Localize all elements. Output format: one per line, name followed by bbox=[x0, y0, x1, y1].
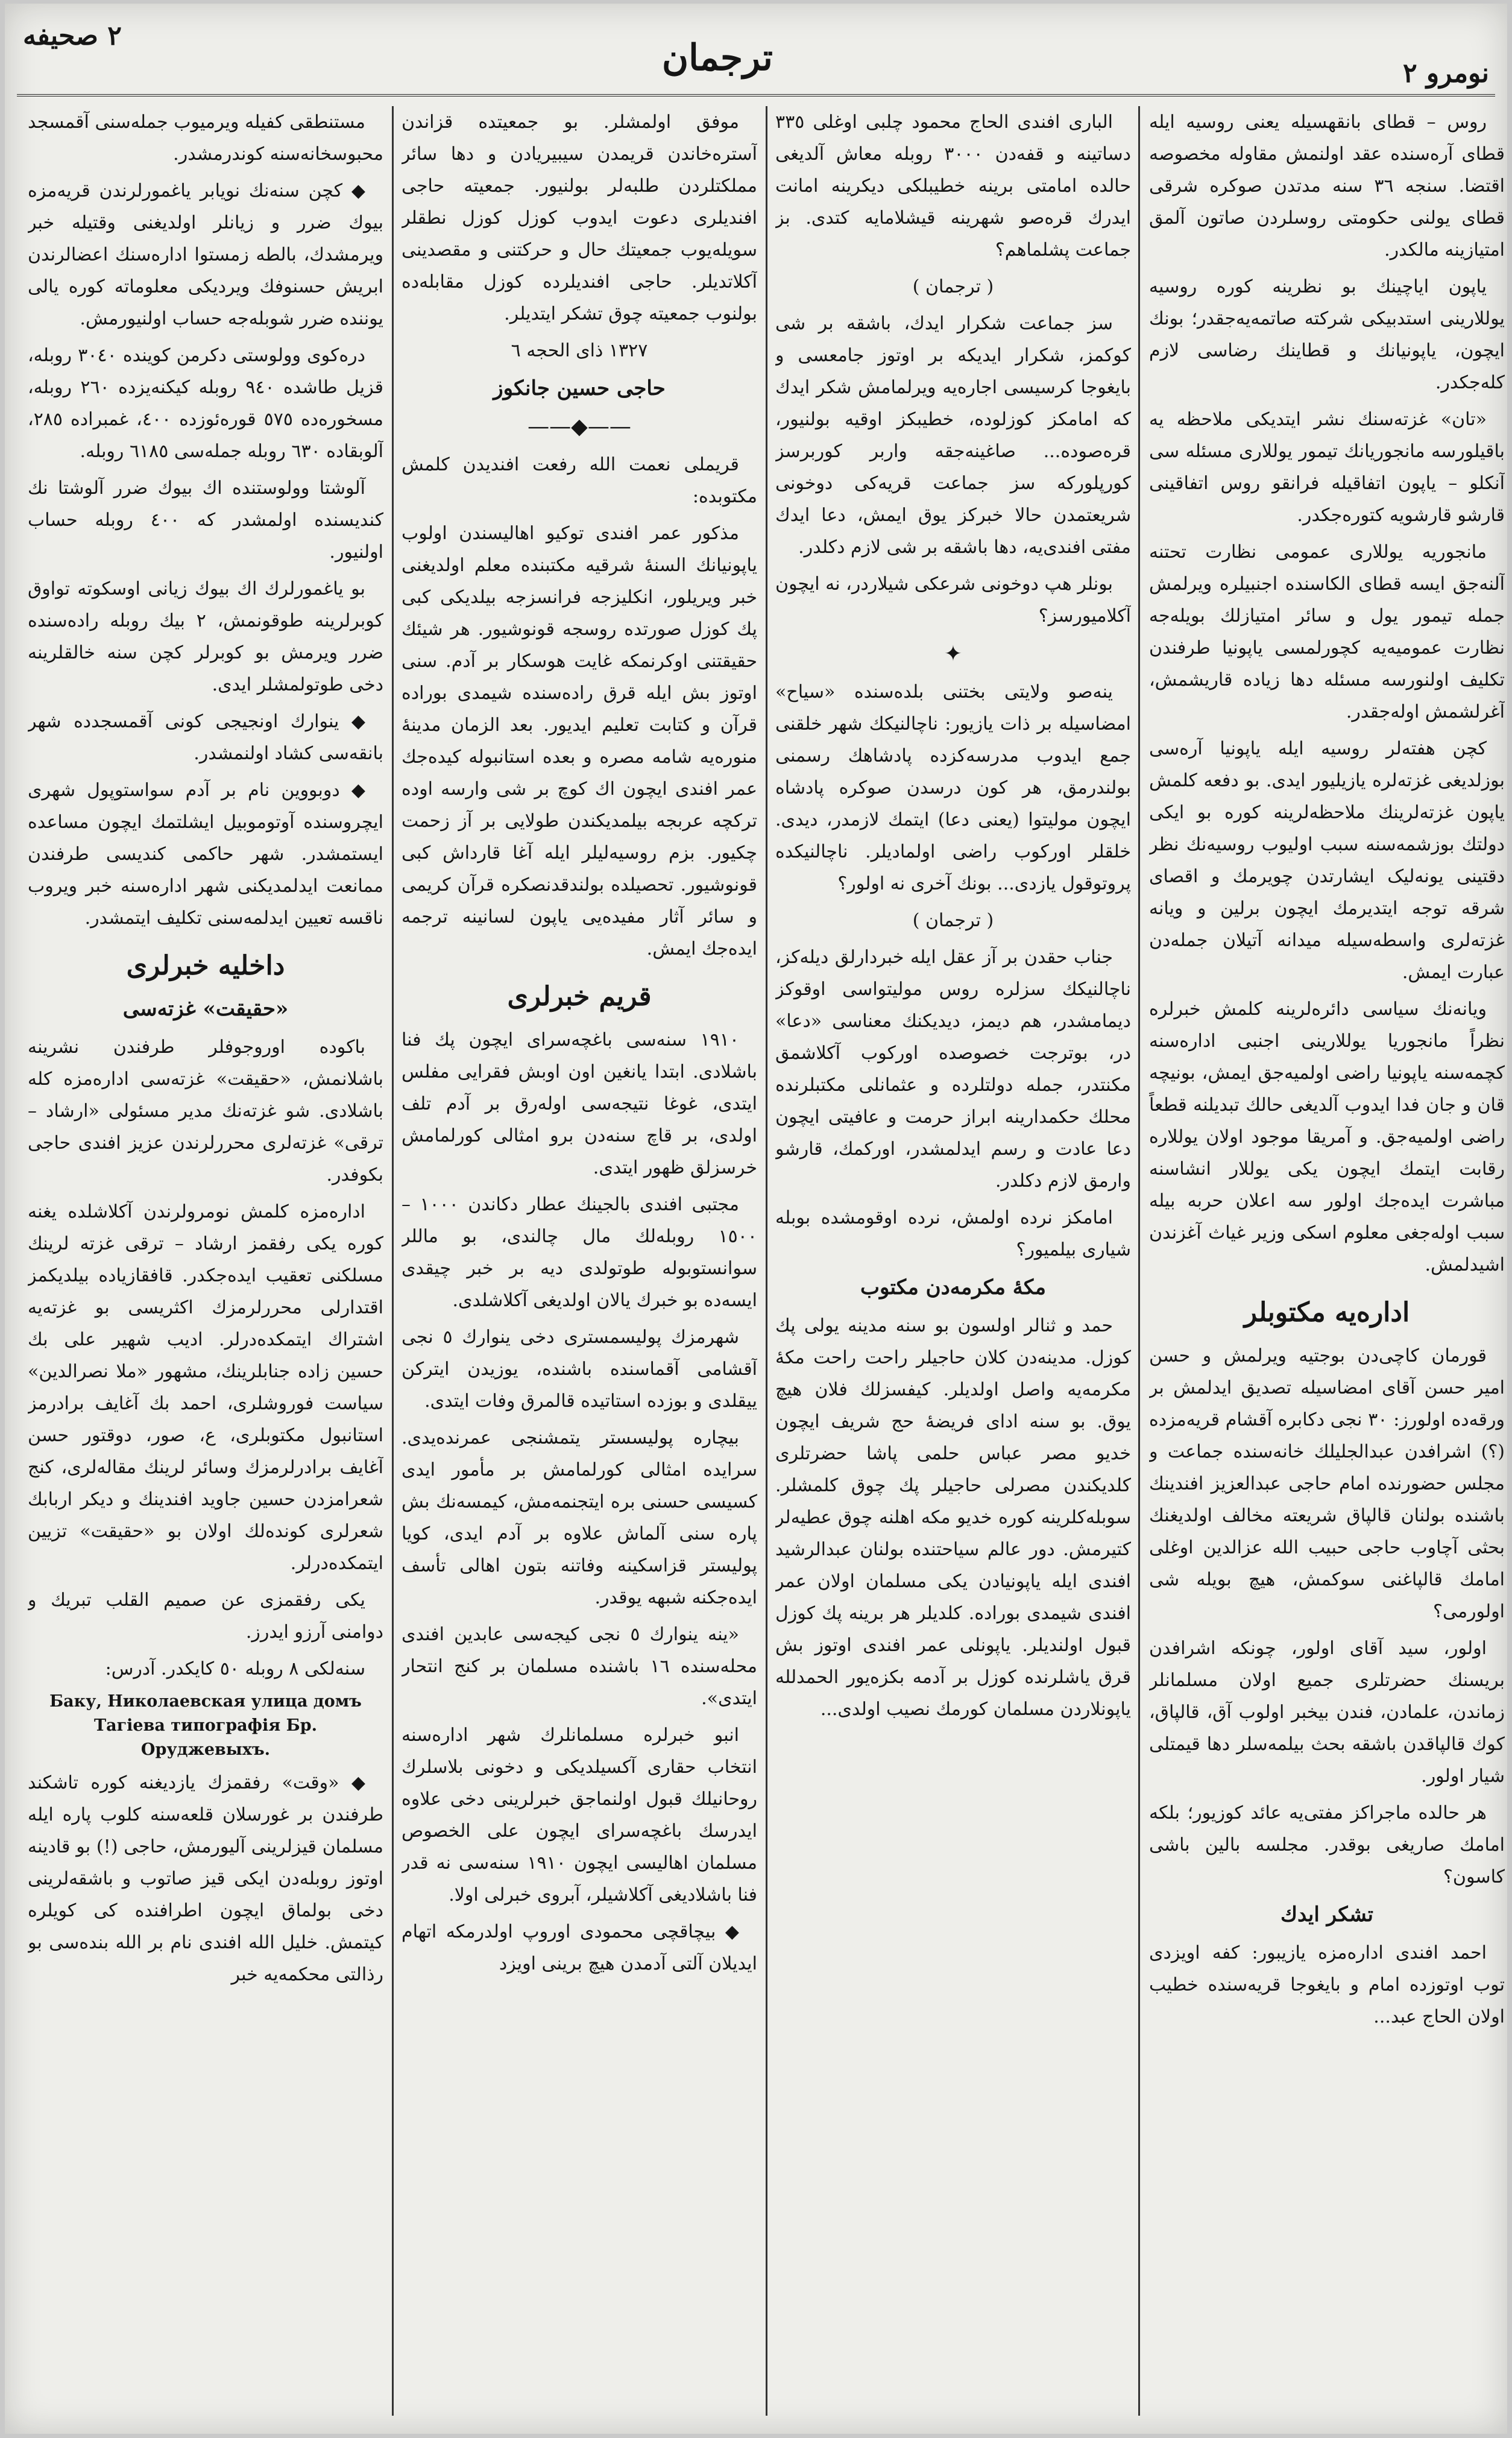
article-heading: تشکر ایدك bbox=[1280, 1903, 1373, 1927]
page-label: ٢ صحيفه bbox=[23, 21, 122, 51]
column-divider bbox=[1138, 106, 1140, 2416]
article-paragraph: احمد افندی اداره‌مزه یازیبور: کفه اویزدی توب اوتوزده امام و بایغوجا قریه‌سنده خطیب اولان الحاج عبد... bbox=[1149, 1942, 1505, 2027]
masthead-rule bbox=[17, 94, 1495, 96]
article-paragraph: بو یاغمورلرك اك بیوك زیانی اوسکوته تواوق کوبرلرینه طوقونمش، ٢ بیك روبله راده‌سنده ضرر ویرمش بو کوبرلر کچن سنه خالقلرینه دخی طوتولمشلر ایدی. bbox=[28, 578, 383, 695]
newspaper-page bbox=[5, 4, 1507, 2434]
masthead bbox=[5, 4, 1507, 94]
issue-label: نومرو ٢ bbox=[1402, 58, 1489, 89]
byline: ( ترجمان ) bbox=[912, 276, 994, 297]
article-paragraph: اولور، سید آقای اولور، چونکه اشرافدن بریسنك حضرتلری جمیع اولان مسلمانلر زماندن، علمادن، فندن بیخبر اولوب آق، قالپاق، کوك قالپاقدن باشقه بحث بیلمه‌سلر دها قیمتلی شیار اولور. bbox=[1149, 1638, 1505, 1787]
newspaper-title: ترجمان bbox=[662, 37, 773, 79]
article-paragraph: مانجوریه یوللاری عمومی نظارت تحتنه آلنه‌جق ایسه قطای الکاسنده اجنبیلره ویرلمش جمله تیمور یول و سائر امتیازلك بویله‌جه نظارت عمومیه‌یه کچورلمسی یاپونیا طرفندن تکلیف اولنورسه مسئله دها زیاده قاریشمش، آغرلشمش اوله‌جقدر. bbox=[1149, 542, 1505, 722]
article-paragraph: سنه‌لکی ٨ روبله ٥٠ کایکدر. آدرس: bbox=[105, 1658, 365, 1679]
article-paragraph: هر حالده ماجراکز مفتی‌یه عائد کوزیور؛ بلکه امامك صاریغی بوقدر. مجلسه بالین باشی کاسون؟ bbox=[1149, 1802, 1505, 1887]
article-paragraph: مذکور عمر افندی توکیو اهالیسندن اولوب یاپونیانك السنهٔ شرقیه مکتبنده معلم اولدیغنی خبر ویریلور، انکلیزجه فرانسزجه بیلدیکی کبی پك کوزل صورتده روسجه قونوشیور. هر شیئك حقیقتنی اوکرنمکه غایت هوسکار بر آدم. سنی اوتوز بش ایله قرق راده‌سنده شیمدی بوراده قرآن و کتابت تعلیم ایدیور. بعد الزمان مدینهٔ منوره‌یه شامه مصره و بعده استانبوله کیده‌جك عمر افندی ایچون اك کوچ بر شی وارسه اوده ترکچه عربجه بیلمدیکندن طولایی بر آز زحمت چکیور. بزم روسیه‌لیلر ایله آغا قارداش کبی قونوشیور. تحصیلده بولندقدنصکره قرآن کریمی و سائر آثار مفیده‌یی یاپون لسانینه ترجمه ایده‌جك ایمش. bbox=[402, 523, 757, 959]
article-paragraph: بیچاره پولیسستر یتمشنجی عمرنده‌یدی. سرایده امثالی کورلمامش بر مأمور ایدی کسیسی حسنی بره ایتجنمه‌مش، کیمسه‌نك بش پاره سنی آلماش علاوه بر آدم ایدی، کویا پولیستر قزاسکینه وفاتنه بتون اهالی تأسف ایده‌جکنه شبهه یوقدر. bbox=[402, 1427, 757, 1608]
article-paragraph: سز جماعت شکرار ایدك، باشقه بر شی کوکمز، شکرار ایدیکه بر اوتوز جامعسی و بایغوجا کرسیسی اجاره‌یه ویرلمامش شکر ایدك که امامکز کوزلوده، خطیبکز اوقیه بولنیور، قره‌صوده... صاغینه‌جقه واربر کوربرسز کورپلورکه سز جماعت قریه‌کی دوخونی شریعتمدن حالا خبرکز یوق ایمش، دعا ایدك مفتی افندی‌یه، دها باشقه بر شی لازم دکلدر. bbox=[775, 313, 1131, 558]
article-paragraph: ◆ کچن سنه‌نك نویابر یاغمورلرندن قریه‌مزه بیوك ضرر و زیانلر اولدیغنی وقتیله خبر ویرمشدك، بالطه زمستوا اداره‌سنك اعضالرندن ابریش حسنوفك ویردیکی معلوماته کوره یالی یوننده ضرر شوبله‌جه حساب اولنیورمش. bbox=[28, 180, 383, 329]
article-paragraph: جناب حقدن بر آز عقل ایله خبردارلق دیله‌کز، ناچالنیکك سزلره روس مولیتواسی اوقوکز دیمامشدر، هم دیمز، دیدیکنك معناسی «دعا» در، بوترجت خصوصده اورکوب آکلاشمق مکنتدر، جمله دولتلرده و عثمانلی مکتبلرنده محلك حکمدارینه ابراز حرمت و عافیتی ایچون دعا عادت و رسم ایدلمشدر، اورکمك، قارشو وارمق لازم دکلدر. bbox=[775, 947, 1131, 1192]
article-paragraph: دره‌کوی وولوستی دکرمن کوینده ٣٠٤٠ روبله، قزیل طاشده ٩٤٠ روبله کیکنه‌یزده ٢٦٠ روبله، مسخوره‌ده ٥٧٥ قوره‌ئوزده ٤٠٠، غمبراده ٢٨٥، آلوبقاده ٦٣٠ روبله جمله‌سی ٦١٨٥ روبله. bbox=[28, 345, 383, 462]
section-heading: قریم خبرلری bbox=[507, 981, 652, 1012]
section-heading: داخلیه خبرلری bbox=[126, 950, 285, 981]
column-divider bbox=[766, 106, 767, 2416]
column-4 bbox=[28, 106, 383, 2422]
article-paragraph: ینه‌صو ولایتی بختنی بلده‌سنده «سیاح» امضاسیله بر ذات یازیور: ناچالنیکك شهر خلقنی جمع ایدوب مدرسه‌کزده پادشاهك رسمنی بولندرمق، هر کون درسدن صوکره پادشاه ایچون مولیتوا (یعنی دعا) ایتمك لازمدر، دیدی. خلقلر اورکوب راضی اولمادیلر. ناچالنیکده پروتوقول یازدی... بونك آخری نه اولور؟ bbox=[775, 681, 1131, 894]
article-heading: حاجی حسین جانکوز bbox=[493, 376, 666, 400]
article-paragraph: قریملی نعمت الله رفعت افندیدن کلمش مکتوبده: bbox=[402, 454, 757, 507]
article-paragraph: مجتبی افندی بالجینك عطار دکاندن ١٠٠٠ – ١٥٠٠ روبله‌لك مال چالندی، بو ماللر سوانستوبوله طوتولدی دیه بر خبر چیقدی ایسه‌ده بو خبرك یالان اولدیغی آکلاشلدی. bbox=[402, 1194, 757, 1311]
separator-ornament: ✦ bbox=[943, 642, 963, 666]
column-2 bbox=[775, 106, 1131, 2422]
column-3 bbox=[402, 106, 757, 2422]
article-paragraph: باکوده اوروجوفلر طرفندن نشرینه باشلانمش، «حقیقت» غزته‌سی اداره‌مزه کله باشلادی. شو غزته‌نك مدیر مسئولی «ارشاد – ترقی» غزته‌لری محررلرندن عزیز افندی حاجی بکوفدر. bbox=[28, 1037, 383, 1186]
article-paragraph: ◆ ینوارك اونجیجی کونی آقمسجدده شهر بانقه‌سی کشاد اولنمشدر. bbox=[28, 711, 383, 764]
article-paragraph: «تان» غزته‌سنك نشر ایتدیکی ملاحظه یه باقیلورسه مانجوریانك تیمور یوللاری مسئله سی آنکلو – یاپون اتفاقیله فرانقو روس اتفاقینی قارشو قارشویه کتوره‌جکدر. bbox=[1149, 409, 1505, 526]
article-paragraph: الباری افندی الحاج محمود چلبی اوغلی ٣٣٥ دساتینه و قفه‌دن ٣٠٠٠ روبله معاش آلدیغی حالده امامتی برینه خطیبلکی دیکرینه امانت ایدرك قره‌صو شهرینه قیشلامایه کتدی. بز جماعت پشلماهم؟ bbox=[775, 112, 1131, 261]
article-paragraph: مستنطقی کفیله ویرمیوب جمله‌سنی آقمسجد محبوسخانه‌سنه کوندرمشدر. bbox=[28, 112, 383, 165]
article-paragraph: قورمان کاچی‌دن بوجتیه ویرلمش و حسن امیر حسن آقای امضاسیله تصدیق ایدلمش بر ورقه‌ده اولورز: ٣٠ نجی دکابره آقشام قریه‌مزده (؟) اشرافدن عبدالجلیلك خانه‌سنده جماعت و مجلس حضورنده امام حاجی عبدالعزیز افندینك باشنده بولنان قالپاق شریعته مخالف اولدیغنك بحثی آچاوب حاجی حبیب الله عزالدین اوغلی امامك قالپاغنی سوکمش، هیچ بویله شی اولورمی؟ bbox=[1149, 1345, 1505, 1622]
article-paragraph: اداره‌مزه کلمش نومرولرندن آکلاشلده یغنه کوره یکی رفقمز ارشاد – ترقی غزته لرینك مسلکنی تعقیب ایده‌جکدر. قافقازیاده بیلدیکمز اقتدارلی محررلرمزك اکثریسی بو غزته‌یه اشتراك ایتمکده‌درلر. ادیب شهیر علی بك حسین زاده جنابلرینك، مشهور «ملا نصرالدین» سیاست فوروشلری، احمد بك آغایف برادرمز استانبول مکتوبلری، ع، صور، دوقتور حسن آغایف برادرلرمزك وسائر لرینك مقاله‌لری، کنج شعرامزدن حسین جاوید افندینك و دیکر اربابك شعرلری کونده‌لك اولان بو «حقیقت» تزیین ایتمکده‌درلر. bbox=[28, 1201, 383, 1574]
article-heading: «حقیقت» غزته‌سی bbox=[122, 997, 289, 1021]
article-paragraph: یاپون ایاچینك بو نظرینه کوره روسیه یوللارینی استدبیکی شرکته صاتمه‌یه‌جقدر؛ بونك ایچون، یاپونیانك و قطاینك رضاسی لازم کله‌جکدر. bbox=[1149, 276, 1505, 393]
section-heading: اداره‌یه مکتوبلر bbox=[1244, 1297, 1410, 1328]
article-heading: مکهٔ مکرمه‌دن مکتوب bbox=[860, 1275, 1046, 1300]
separator-ornament: ——◆—— bbox=[528, 414, 631, 439]
byline: ١٣٢٧ ذای الحجه ٦ bbox=[511, 340, 648, 361]
article-paragraph: «ینه ینوارك ٥ نجی کیجه‌سی عابدین افندی محله‌سنده ١٦ باشنده مسلمان بر کنج انتحار ایتدی». bbox=[402, 1624, 757, 1709]
article-paragraph: ویانه‌نك سیاسی دائره‌لرینه کلمش خبرلره نظراً مانجوریا یوللارینی اجنبی اداره‌سنه کچمه‌سنه یاپونیا راضی اولمیه‌جق ایمش، بونیچه قان و جان فدا ایدوب آلدیغی حالك تبدیلنه قطعاً راضی اولمیه‌جق. و آمریقا موجود اولان یوللاره رقابت ایتمك ایچون یکی یوللار انشاسنه مباشرت ایده‌جك اولور سه اعلان حربه بیله سبب اوله‌جغی معلوم اسکی وزیر غیاث آغزندن اشیدلمش. bbox=[1149, 999, 1505, 1275]
article-paragraph: ◆ بیچاقچی محمودی اوروپ اولدرمکه اتهام ایدیلان آلتی آدمدن هیچ برینی اویزد bbox=[402, 1921, 757, 1974]
article-paragraph: یکی رفقمزی عن صمیم القلب تبریك و دوامنی آرزو ایدرز. bbox=[28, 1590, 383, 1643]
address-text: Баку, Николаевская улица домъ Тагіева типографія Бр. Оруджевыхъ. bbox=[49, 1692, 362, 1759]
column-divider bbox=[392, 106, 394, 2416]
article-paragraph: حمد و ثنالر اولسون بو سنه مدینه یولی پك کوزل. مدینه‌دن کلان حاجیلر راحت راحت مکهٔ مکرمه‌یه واصل اولدیلر. کیفسزلك فلان هیچ یوق. بو سنه ادای فریضهٔ حج شریف ایچون خدیو مصر عباس حلمی پاشا حضرتلری کلدیکندن مصرلی حاجیلر پك چوق کلمشلر. سوبله‌کلرینه کوره خدیو مکه اهلنه چوق عطیه‌لر کتیرمش. دور عالم سیاحتنده بولنان عبدالرشید افندی ایله یاپونیادن یکی مسلمان اولان عمر افندی شیمدی بوراده. کلدیلر هر برینه پك کوزل قبول اولندیلر. یاپونلی عمر افندی اوتوز بش قرق یاشلرنده کوزل بر آدمه بکزه‌یور الحمدلله یاپونلاردن مسلمان کورمك نصیب اولدی... bbox=[775, 1315, 1131, 1720]
article-paragraph: روس – قطای بانقهسیله یعنی روسیه ایله قطای آره‌سنده عقد اولنمش مقاوله مخصوصه اقتضا. سنجه ٣٦ سنه مدتدن صوکره شرقی قطای یولنی حکومتی روسلردن صاتون آلمق امتیازینه مالکدر. bbox=[1149, 112, 1505, 261]
article-paragraph: موفق اولمشلر. بو جمعیتده قزاندن آستره‌خاندن قریمدن سیبیریادن و دها سائر مملکتلردن طلبه‌لر بولنیور. جمعیته حاجی افندیلری دعوت ایدوب کوزل کوزل نطقلر سویله‌یوب جمعیتك حال و حرکتنی و مقصدینی آکلاتدیلر. حاجی افندیلرده کوزل مقابله‌ده بولنوب جمعیته چوق تشکر ایتدیلر. bbox=[402, 112, 757, 324]
article-paragraph: آلوشتا وولوستنده اك بیوك ضرر آلوشتا نك کندیسنده اولمشدر که ٤٠٠ روبله حساب اولنیور. bbox=[28, 478, 383, 563]
article-paragraph: ◆ «وقت» رفقمزك یازدیغنه کوره تاشکند طرفندن بر غورسلان قلعه‌سنه کلوب پاره ایله مسلمان قیزلرینی آلیورمش، حاجی (!) بو قادینه اوتوز روبله‌دن ایکی قیز صاتوب و باشقه‌لرینی دخی بولماق ایچون اطرافنده کی کویلره کیتمش. خلیل الله افندی نام بر الله بنده‌سی بو رذالتی محکمه‌یه خبر bbox=[28, 1772, 383, 1985]
article-paragraph: بونلر هپ دوخونی شرعکی شیلاردر، نه ایچون آکلامیورسز؟ bbox=[775, 573, 1131, 627]
article-paragraph: ◆ دوبووین نام بر آدم سواستوپول شهری ایچروسنده آوتوموبیل ایشلتمك ایچون مساعده ایستمشدر. شهر حاکمی کندیسی طرفندن ممانعت ایدلمدیکنی شهر اداره‌سنه خبر ویروب ناقسه تعیین ایدلمه‌سنی تکلیف ایتمشدر. bbox=[28, 780, 383, 929]
article-paragraph: کچن هفته‌لر روسیه ایله یاپونیا آره‌سی بوزلدیغی غزته‌لره یازیلیور ایدی. بو دفعه کلمش یاپون غزته‌لرینك ملاحظه‌لرینه کوره بو ایکی دولتك بوزشمه‌سنه سبب اولیوب روسیه‌نك نظر دقتینی یونه‌لیک ایشارتدن چویرمك و اقصای شرقه توجه ایتدیرمك ایچون برلین و ویانه غزته‌لری واسطه‌سیله میدانه آتیلان جمله‌دن عبارت ایمش. bbox=[1149, 738, 1505, 983]
byline: ( ترجمان ) bbox=[912, 910, 994, 931]
article-paragraph: ١٩١٠ سنه‌سی باغچه‌سرای ایچون پك فنا باشلادی. ابتدا یانغین اون اوبش فقرایی مفلس ایتدی، غوغا نتیجه‌سی اولەرق بر آدم تلف اولدی، بر قاچ سنه‌دن برو امثالی کورلمامش خرسزلق ظهور ایتدی. bbox=[402, 1029, 757, 1178]
article-paragraph: انبو خبرلره مسلمانلرك شهر اداره‌سنه انتخاب حقاری آکسیلدیکی و دخونی بلاسلرك روحانیلك قبول اولنماجق خبرلرینی دخی علاوه ایدرسك باغچه‌سرای ایچون علی الخصوص مسلمان اهالیسی ایچون ١٩١٠ سنه‌سی نه قدر فنا باشلادیغی آکلاشیلر، آبروی خبرلی اولا. bbox=[402, 1725, 757, 1906]
article-paragraph: شهرمزك پولیسمستری دخی ینوارك ٥ نجی آقشامی آقماسنده باشنده، یوزیدن ایترکن ییقلدی و بوزده استاتیده قالمرق وفات ایتدی. bbox=[402, 1327, 757, 1412]
column-1 bbox=[1149, 106, 1505, 2422]
article-paragraph: امامکز نرده اولمش، نرده اوقومشده بوبله شیاری بیلمیور؟ bbox=[775, 1207, 1131, 1260]
